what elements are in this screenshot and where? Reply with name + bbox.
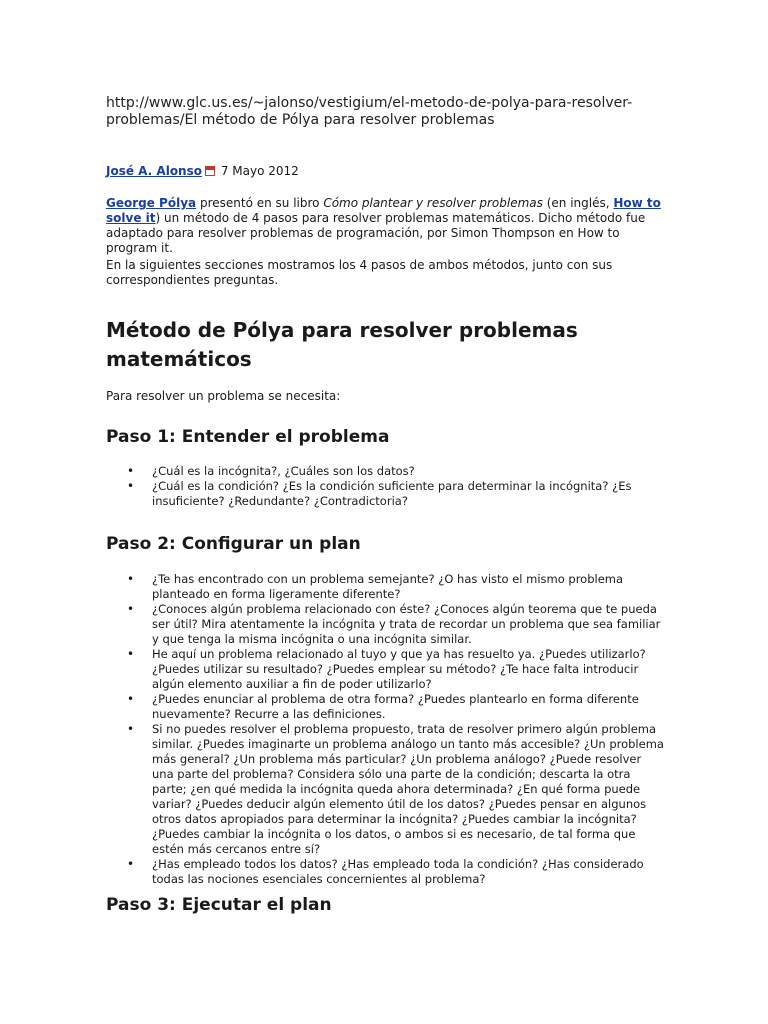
list-item: • ¿Cuál es la condición? ¿Es la condición suficiente para determinar la incógnita? ¿Es insuficiente? ¿Redundante? ¿Contradictoria? <box>152 479 666 509</box>
step-3-title: Paso 3: Ejecutar el plan <box>106 895 332 915</box>
step-2-title: Paso 2: Configurar un plan <box>106 534 361 554</box>
list-item: • ¿Puedes enunciar al problema de otra forma? ¿Puedes plantearlo en forma diferente nuevamente? Recurre a las definiciones. <box>152 692 666 722</box>
step-2-list <box>106 572 666 887</box>
list-item: • He aquí un problema relacionado al tuyo y que ya has resuelto ya. ¿Puedes utilizarlo? ¿Puedes utilizar su resultado? ¿Puedes emplear su método? ¿Te hace falta introducir algún elemento auxiliar a fin de poder utilizarlo? <box>152 647 666 692</box>
byline <box>106 164 299 179</box>
intro-paragraph-2: En la siguientes secciones mostramos los 4 pasos de ambos métodos, junto con sus correspondientes preguntas. <box>106 258 613 287</box>
list-item: • Si no puedes resolver el problema propuesto, trata de resolver primero algún problema similar. ¿Puedes imaginarte un problema análogo un tanto más accesible? ¿Un problema más general? ¿Un problema más particular? ¿Un problema análogo? ¿Puede resolver una parte del problema? Considera sólo una parte de la condición; descarta la otra parte; ¿en qué medida la incógnita queda ahora determinada? ¿En qué forma puede variar? ¿Puedes deducir algún elemento útil de los datos? ¿Puedes pensar en algunos otros datos apropiados para determinar la incógnita? ¿Puedes cambiar la incógnita? ¿Puedes cambiar la incógnita o los datos, o ambos si es necesario, de tal forma que estén más cercanos entre sí? <box>152 722 666 857</box>
polya-link[interactable]: George Pólya <box>106 196 197 210</box>
step-1-list <box>106 464 666 509</box>
step-1-title: Paso 1: Entender el problema <box>106 427 390 447</box>
source-url: http://www.glc.us.es/~jalonso/vestigium/el-metodo-de-polya-para-resolver-problemas/El método de Pólya para resolver problemas <box>106 95 633 128</box>
list-item: • ¿Cuál es la incógnita?, ¿Cuáles son los datos? <box>152 464 666 479</box>
post-date: 7 Mayo 2012 <box>220 164 299 178</box>
author-link[interactable]: José A. Alonso <box>106 164 202 178</box>
calendar-icon <box>205 166 215 176</box>
lead-text: Para resolver un problema se necesita: <box>106 389 341 403</box>
intro-paragraph <box>106 196 661 256</box>
intro-text-a: presentó en su libro <box>196 196 324 210</box>
intro-text-b: (en inglés, <box>542 196 614 210</box>
list-item: • ¿Te has encontrado con un problema semejante? ¿O has visto el mismo problema planteado en forma ligeramente diferente? <box>152 572 666 602</box>
intro-text-c: ) un método de 4 pasos para resolver problemas matemáticos. Dicho método fue adaptado para resolver problemas de programación, por Simon Thompson en How to program it. <box>106 211 646 255</box>
list-item: • ¿Has empleado todos los datos? ¿Has empleado toda la condición? ¿Has considerado todas las nociones esenciales concernientes al problema? <box>152 857 666 887</box>
how-to-solve-it-link[interactable]: How to solve it <box>106 196 661 225</box>
book-title: Cómo plantear y resolver problemas <box>323 196 543 210</box>
list-item: • ¿Conoces algún problema relacionado con éste? ¿Conoces algún teorema que te pueda ser útil? Mira atentamente la incógnita y trata de recordar un problema que sea familiar y que tenga la misma incógnita o una incógnita similar. <box>152 602 666 647</box>
section-title: Método de Pólya para resolver problemas matemáticos <box>106 318 578 371</box>
